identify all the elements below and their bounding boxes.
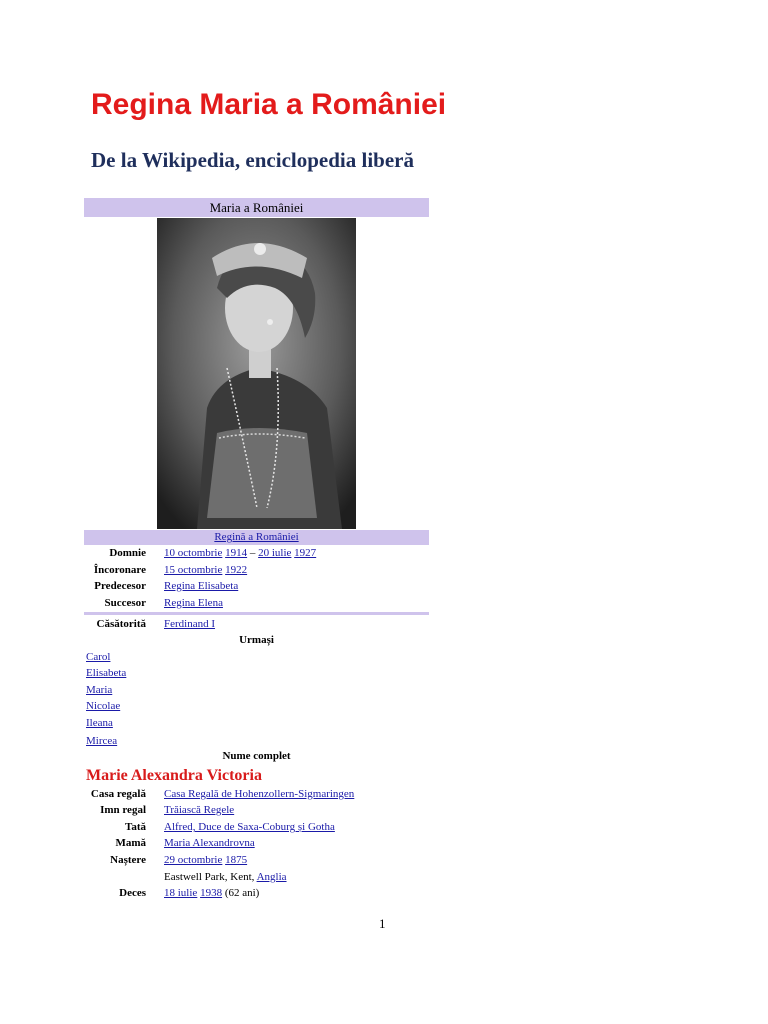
page-title: Regina Maria a României [91,88,447,121]
predecessor-label: Predecesor [94,580,146,592]
father-link[interactable]: Alfred, Duce de Saxa-Coburg și Gotha [164,821,335,833]
birth-place-link[interactable]: Anglia [256,871,287,883]
infobox-header: Maria a României [84,198,429,217]
mother-label: Mamă [115,837,146,849]
birth-place-text: Eastwell Park, Kent, [164,871,257,883]
reign-end-year-link[interactable]: 1927 [294,547,317,559]
issue-link-mircea[interactable]: Mircea [86,735,118,747]
death-age: (62 ani) [222,887,260,899]
anthem-link[interactable]: Trăiască Regele [164,804,235,816]
reign-start-year-link[interactable]: 1914 [225,547,248,559]
page-subtitle: De la Wikipedia, enciclopedia liberă [91,148,414,172]
fullname-heading: Nume complet [222,750,291,762]
birth-year-link[interactable]: 1875 [225,854,248,866]
issue-heading: Urmași [239,634,274,646]
death-label: Deces [119,887,146,899]
anthem-label: Imn regal [100,804,146,816]
issue-link-nicolae[interactable]: Nicolae [86,700,121,712]
reign-label: Domnie [109,547,146,559]
issue-link-carol[interactable]: Carol [86,651,111,663]
reign-dash: – [247,547,259,559]
section-divider [84,612,429,615]
predecessor-link[interactable]: Regina Elisabeta [164,580,239,592]
birth-day-link[interactable]: 29 octombrie [164,854,223,866]
house-link[interactable]: Casa Regală de Hohenzollern-Sigmaringen [164,788,355,800]
father-label: Tată [125,821,146,833]
role-bar [84,530,429,545]
portrait-image [157,218,356,529]
page-number: 1 [379,916,386,931]
coronation-value [164,564,247,576]
birth-label: Naștere [110,854,146,866]
reign-start-day-link[interactable]: 10 octombrie [164,547,223,559]
successor-link[interactable]: Regina Elena [164,597,223,609]
fullname: Marie Alexandra Victoria [86,767,262,784]
reign-value [164,547,316,559]
birth-value [164,854,247,866]
death-value [164,887,259,899]
issue-link-elisabeta[interactable]: Elisabeta [86,667,127,679]
successor-label: Succesor [104,597,146,609]
spouse-label: Căsătorită [96,618,146,630]
mother-link[interactable]: Maria Alexandrovna [164,837,255,849]
birth-place [164,871,287,883]
spouse-link[interactable]: Ferdinand I [164,618,216,630]
death-day-link[interactable]: 18 iulie [164,887,198,899]
issue-link-maria[interactable]: Maria [86,684,113,696]
coronation-label: Încoronare [93,564,146,576]
issue-link-ileana[interactable]: Ileana [86,717,113,729]
house-label: Casa regală [90,788,146,800]
death-year-link[interactable]: 1938 [200,887,223,899]
coronation-year-link[interactable]: 1922 [225,564,248,576]
reign-end-day-link[interactable]: 20 iulie [258,547,292,559]
role-link[interactable]: Regină a României [214,531,299,543]
coronation-day-link[interactable]: 15 octombrie [164,564,223,576]
